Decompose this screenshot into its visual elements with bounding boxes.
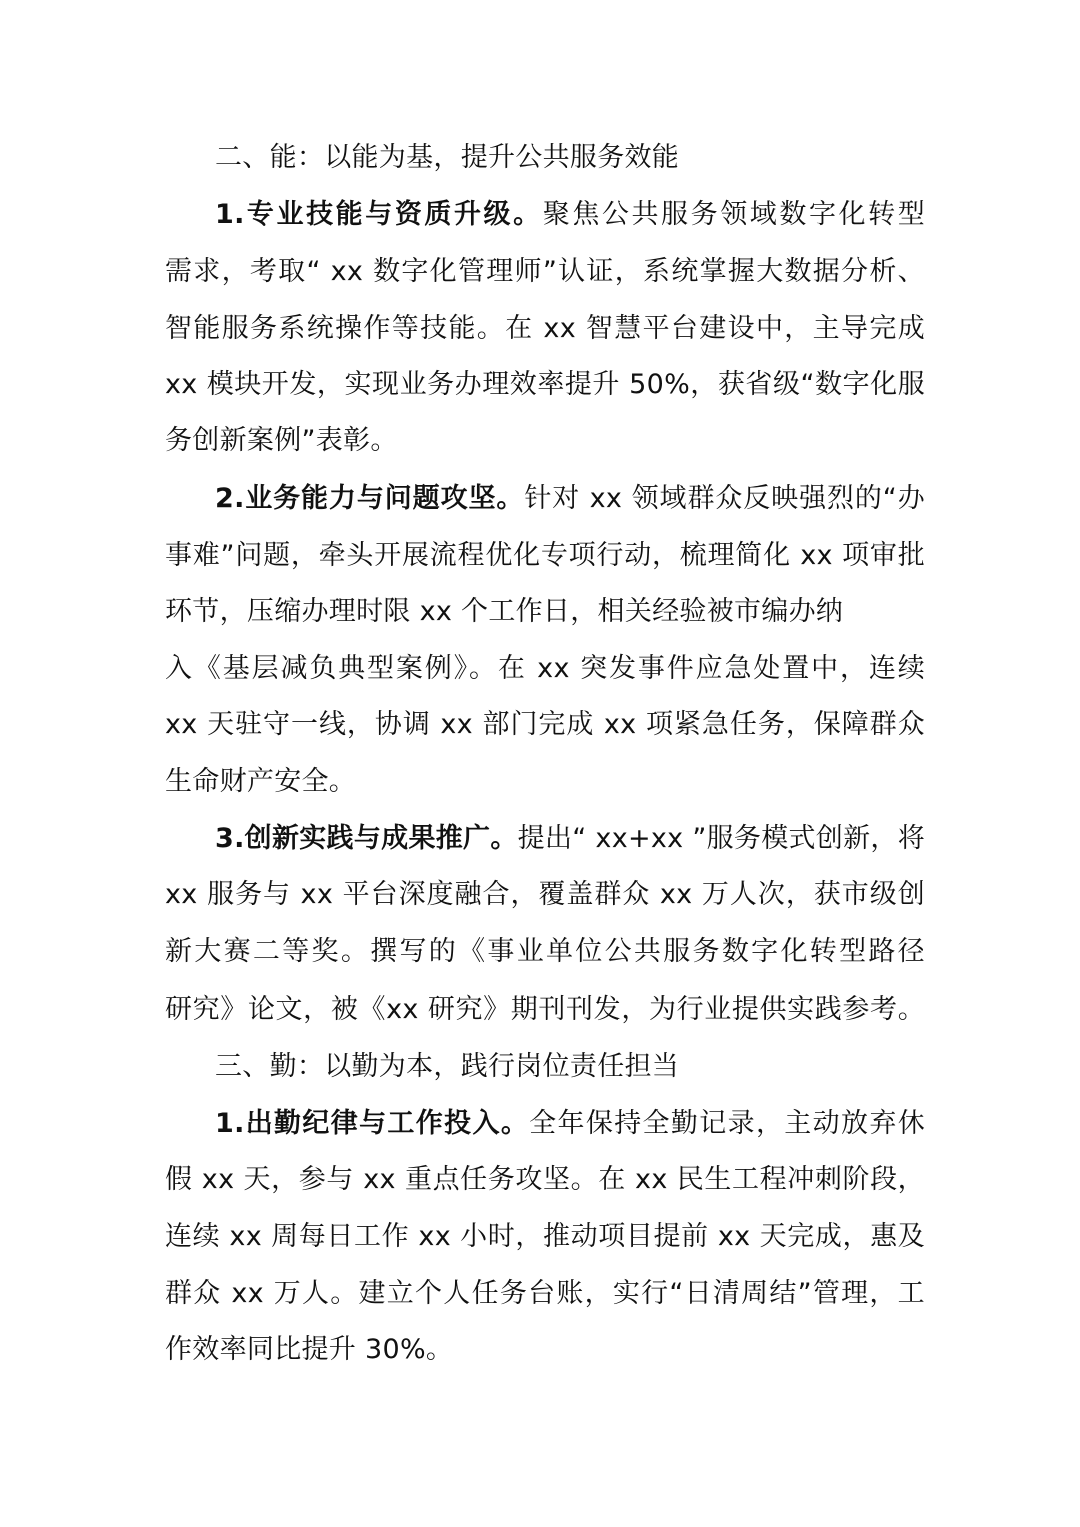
section-heading-qin: 三、勤：以勤为本，践行岗位责任担当 [215,1051,680,1082]
paragraph-line: xx 天驻守一线，协调 xx 部门完成 xx 项紧急任务，保障群众 [165,709,925,740]
item-text: 聚焦公共服务领域数字化转型 [542,199,925,230]
paragraph-line: 作效率同比提升 30%。 [165,1334,454,1365]
paragraph-line: 事难”问题，牵头开展流程优化专项行动，梳理简化 xx 项审批 [165,540,925,571]
item-title: 1.出勤纪律与工作投入。 [215,1108,530,1139]
paragraph-line: 群众 xx 万人。建立个人任务台账，实行“日清周结”管理，工 [165,1278,925,1309]
paragraph-line: 入《基层减负典型案例》。在 xx 突发事件应急处置中，连续 [165,653,925,684]
item-title: 3.创新实践与成果推广。 [215,823,518,854]
item-text: 提出“ xx+xx ”服务模式创新，将 [517,823,926,854]
item-text: 针对 xx 领域群众反映强烈的“办 [524,483,925,514]
paragraph-line: 假 xx 天，参与 xx 重点任务攻坚。在 xx 民生工程冲刺阶段， [165,1164,925,1195]
paragraph-line: 生命财产安全。 [165,766,357,797]
paragraph-line: 务创新案例”表彰。 [165,425,398,456]
paragraph-line: 需求，考取“ xx 数字化管理师”认证，系统掌握大数据分析、 [165,256,925,287]
paragraph-line [215,1104,925,1144]
paragraph-line: xx 模块开发，实现业务办理效率提升 50%，获省级“数字化服 [165,369,925,400]
item-title: 1.专业技能与资质升级。 [215,199,543,230]
paragraph-line: 新大赛二等奖。撰写的《事业单位公共服务数字化转型路径 [165,936,925,967]
paragraph-line: 研究》论文，被《xx 研究》期刊刊发，为行业提供实践参考。 [165,994,925,1025]
item-text: 全年保持全勤记录，主动放弃休 [529,1108,925,1139]
paragraph-line: 连续 xx 周每日工作 xx 小时，推动项目提前 xx 天完成，惠及 [165,1221,925,1252]
paragraph-line: 智能服务系统操作等技能。在 xx 智慧平台建设中，主导完成 [165,313,925,344]
section-heading-neng: 二、能：以能为基，提升公共服务效能 [215,142,680,173]
paragraph-line: xx 服务与 xx 平台深度融合，覆盖群众 xx 万人次，获市级创 [165,879,925,910]
paragraph-line [215,819,925,859]
paragraph-line [215,195,925,235]
paragraph-line: 环节，压缩办理时限 xx 个工作日，相关经验被市编办纳 [165,596,844,627]
paragraph-line [215,479,925,519]
item-title: 2.业务能力与问题攻坚。 [215,483,525,514]
